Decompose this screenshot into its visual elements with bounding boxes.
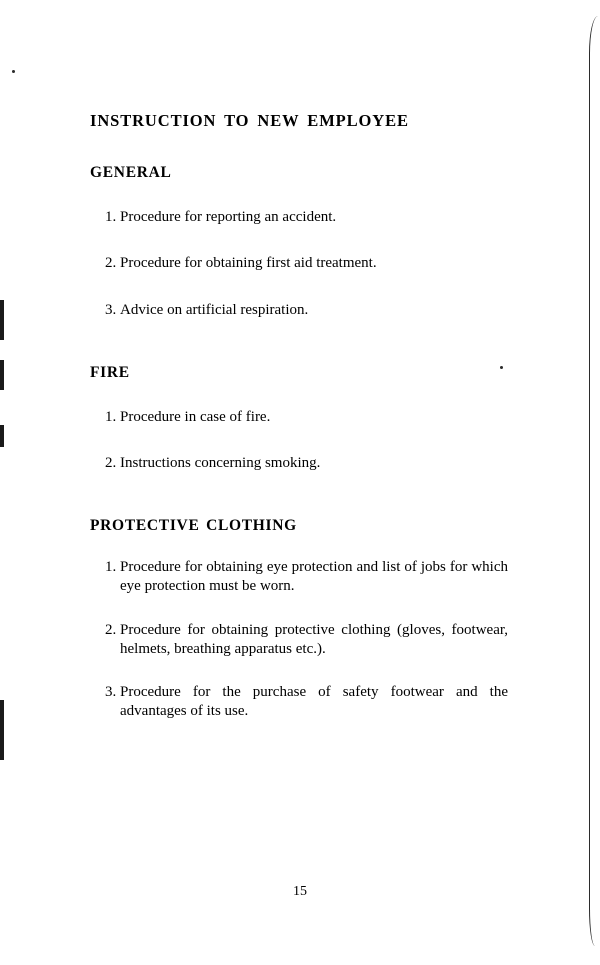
list-item: [90, 254, 508, 273]
list-item-text: Procedure for obtaining first aid treatment.: [120, 255, 377, 272]
scan-right-edge-curl: [578, 0, 600, 965]
list-item-number: 2.: [105, 621, 117, 638]
list-item-number: 1.: [105, 209, 117, 226]
list-item-number: 2.: [105, 255, 117, 272]
list-item-number: 1.: [105, 408, 117, 425]
section-heading: PROTECTIVE CLOTHING: [90, 517, 297, 535]
list-item: [90, 301, 508, 320]
page-number: 15: [293, 884, 307, 899]
list-item-number: 1.: [105, 559, 117, 576]
list-item-number: 3.: [105, 301, 117, 318]
list-item-number: 2.: [105, 454, 117, 471]
list-item: [90, 683, 508, 721]
list-item: [90, 208, 508, 227]
list-item: [90, 454, 508, 473]
scan-speck: [12, 70, 15, 73]
list-item-text: Procedure for reporting an accident.: [120, 209, 337, 226]
list-item-text: Procedure for the purchase of safety footwear and the advantages of its use.: [120, 683, 508, 720]
section-general: [90, 164, 508, 320]
list-item: [90, 558, 508, 596]
list-item-text: Procedure for obtaining protective clothing (gloves, footwear, helmets, breathing apparatus etc.).: [120, 621, 508, 657]
section-heading: GENERAL: [90, 164, 172, 182]
section-item-list: [90, 208, 508, 320]
section-protective-clothing: [90, 517, 508, 721]
page-title: INSTRUCTION TO NEW EMPLOYEE: [90, 111, 409, 130]
list-item-number: 3.: [105, 683, 117, 700]
list-item-text: Advice on artificial respiration.: [120, 301, 309, 318]
section-heading: FIRE: [90, 363, 130, 381]
section-fire: [90, 364, 508, 473]
list-item-text: Instructions concerning smoking.: [120, 454, 321, 471]
document-body: [90, 112, 508, 721]
list-item: [90, 621, 508, 659]
list-item: [90, 408, 508, 427]
section-item-list: [90, 408, 508, 473]
list-item-text: Procedure for obtaining eye protection and list of jobs for which eye protection must be worn.: [120, 559, 508, 595]
scan-left-edge-artifact: [0, 0, 5, 965]
list-item-text: Procedure in case of fire.: [120, 408, 271, 425]
section-item-list: [90, 558, 508, 721]
